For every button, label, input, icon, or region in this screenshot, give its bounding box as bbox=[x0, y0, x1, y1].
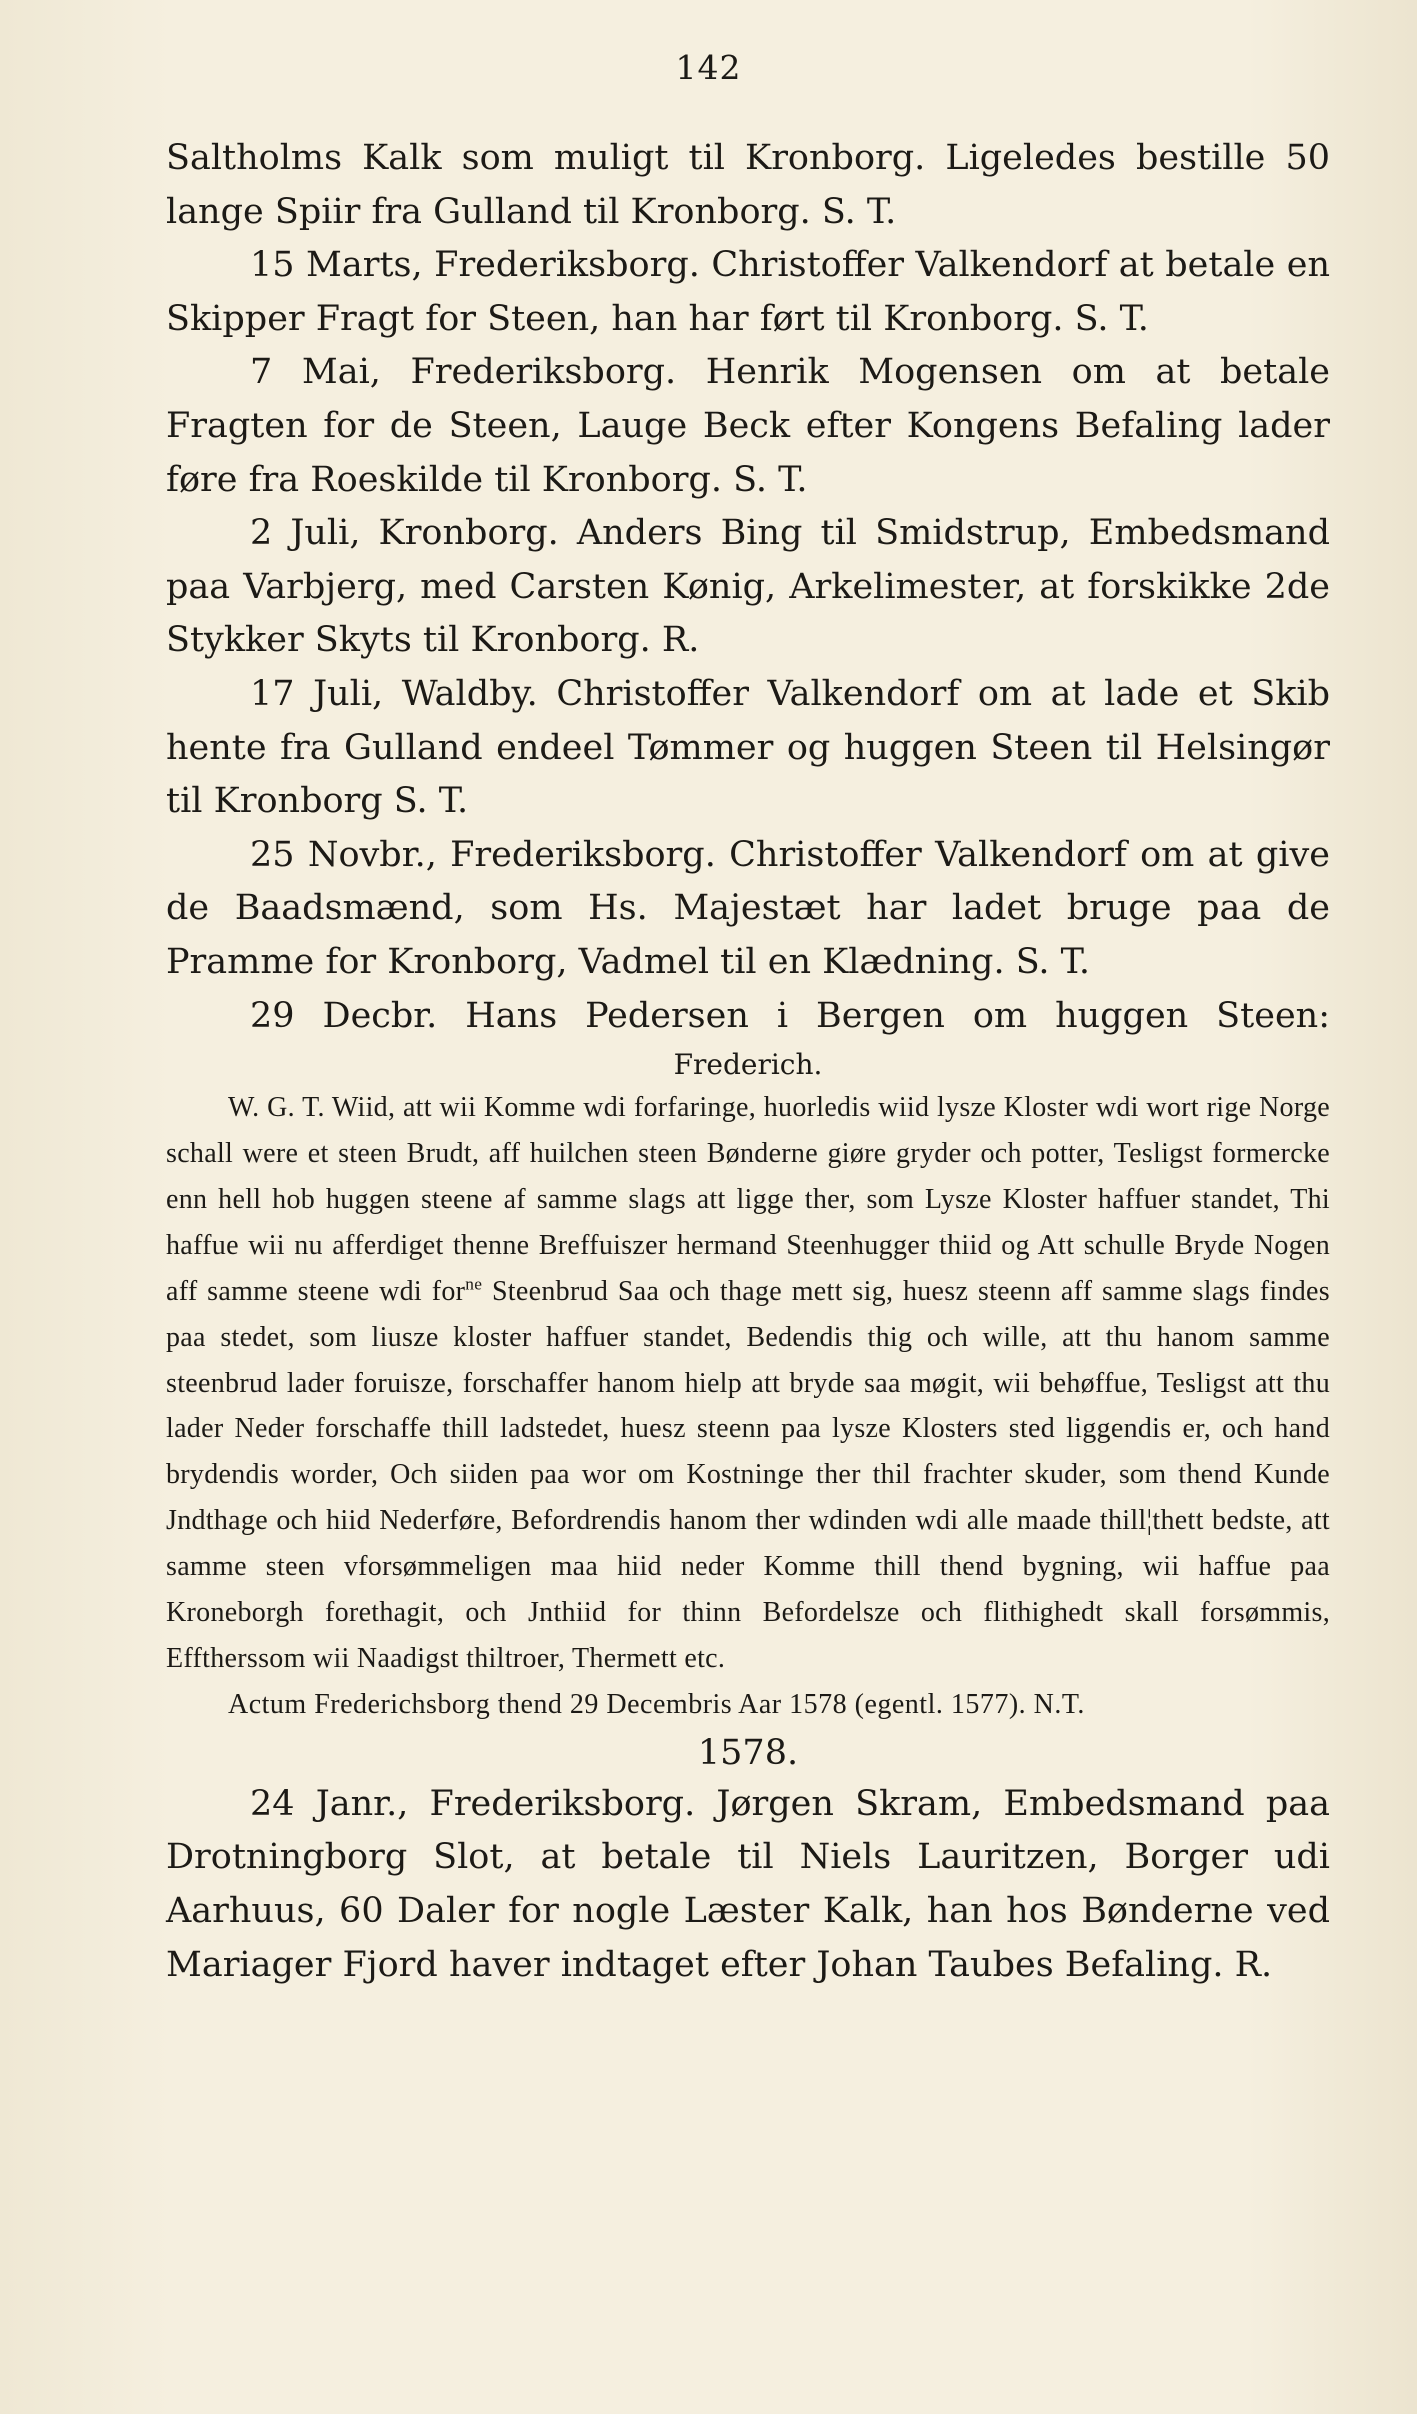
entry-29-decbr: 29 Decbr. Hans Pedersen i Bergen om huggen Steen: bbox=[250, 995, 1330, 1036]
entry-25-novbr: 25 Novbr., Frederiksborg. Christoffer Valkendorf om at give de Baadsmænd, som Hs. Majestæt har ladet bruge paa de Pramme for Kronborg, Vadmel til en Klædning. S. T. bbox=[166, 834, 1330, 982]
entry-15-marts: 15 Marts, Frederiksborg. Christoffer Valkendorf at betale en Skipper Fragt for Steen, han har ført til Kronborg. S. T. bbox=[166, 245, 1330, 339]
entry-continuation: Saltholms Kalk som muligt til Kronborg. Ligeledes bestille 50 lange Spiir fra Gulland til Kronborg. S. T. bbox=[166, 138, 1330, 232]
letter-body bbox=[166, 1085, 1330, 1682]
letter-superscript: ne bbox=[465, 1274, 483, 1294]
entry-2-juli: 2 Juli, Kronborg. Anders Bing til Smidstrup, Embedsmand paa Varbjerg, med Carsten Kønig, Arkelimester, at forskikke 2de Stykker Skyts til Kronborg. R. bbox=[166, 513, 1330, 661]
letter-body-part-1: W. G. T. Wiid, att wii Komme wdi forfaringe, huorledis wiid lysze Kloster wdi wort rige Norge schall were et steen Brudt, aff huilchen steen Bønderne giøre gryder och potter, Tesligst formercke enn hell hob huggen steene af samme slags att ligge ther, som Lysze Kloster haffuer standet, Thi haffue wii nu afferdiget thenne Breffuiszer hermand Steenhugger thiid og Att schulle Bryde Nogen aff samme steene wdi for bbox=[166, 1092, 1330, 1307]
entry-7-mai: 7 Mai, Frederiksborg. Henrik Mogensen om at betale Fragten for de Steen, Lauge Beck efter Kongens Befaling lader føre fra Roeskilde til Kronborg. S. T. bbox=[166, 352, 1330, 500]
entry-24-janr: 24 Janr., Frederiksborg. Jørgen Skram, Embedsmand paa Drotningborg Slot, at betale til Niels Lauritzen, Borger udi Aarhuus, 60 Daler for nogle Læster Kalk, han hos Bønderne ved Mariager Fjord haver indtaget efter Johan Taubes Befaling. R. bbox=[166, 1783, 1330, 1985]
entry-17-juli: 17 Juli, Waldby. Christoffer Valkendorf om at lade et Skib hente fra Gulland endeel Tømmer og huggen Steen til Helsingør til Kronborg S. T. bbox=[166, 673, 1330, 822]
letter-heading: Frederich. bbox=[673, 1048, 823, 1082]
year-heading: 1578. bbox=[697, 1732, 799, 1773]
letter-body-part-2: Steenbrud Saa och thage mett sig, huesz steenn aff samme slags findes paa stedet, som liusze kloster haffuer standet, Bedendis thig och wille, att thu hanom samme steenbrud lader foruisze, forschaffer hanom hielp att bryde saa møgit, wii behøffue, Tesligst att thu lader Neder forschaffe thill ladstedet, huesz steenn paa lysze Klosters sted liggendis er, och hand brydendis worder, Och siiden paa wor om Kostninge ther thil frachter skuder, som thend Kunde Jndthage och hiid Nederføre, Befordrendis hanom ther wdinden wdi alle maade thill¦thett bedste, att samme steen vforsømmeligen maa hiid neder Komme thill thend bygning, wii haffue paa Kroneborgh forethagit, och Jnthiid for thinn Befordelsze och flithighedt skall forsømmis, Efftherssom wii Naadigst thiltroer, Thermett etc. bbox=[166, 1275, 1330, 1674]
page-number: 142 bbox=[675, 48, 742, 87]
letter-actum: Actum Frederichsborg thend 29 Decembris Aar 1578 (egentl. 1577). N.T. bbox=[228, 1688, 1085, 1720]
page-body bbox=[166, 132, 1330, 1992]
